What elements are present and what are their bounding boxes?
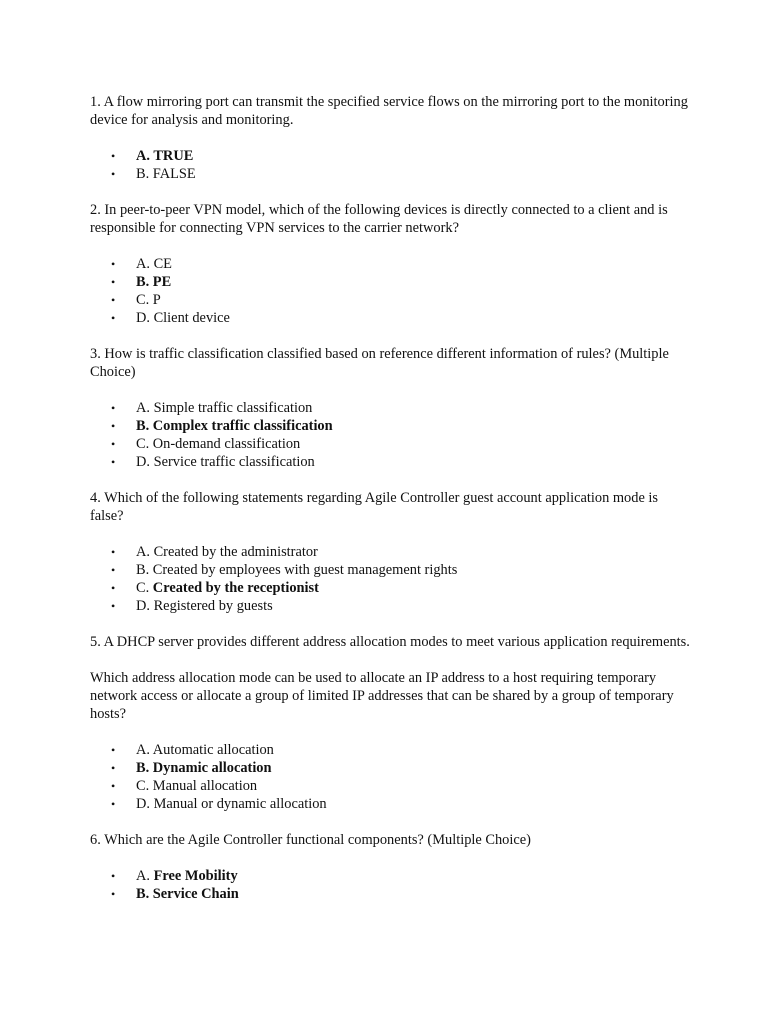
bullet-icon: • bbox=[111, 545, 116, 559]
bullet-icon: • bbox=[111, 869, 116, 883]
option-list bbox=[90, 255, 690, 327]
bullet-icon: • bbox=[111, 761, 116, 775]
question-text: 5. A DHCP server provides different address allocation modes to meet various application requirements. bbox=[90, 634, 690, 650]
bullet-icon: • bbox=[111, 419, 116, 433]
option-item bbox=[90, 273, 690, 291]
option-list bbox=[90, 543, 690, 615]
question-2 bbox=[90, 201, 690, 327]
option-label: A. Automatic allocation bbox=[136, 742, 274, 758]
option-item bbox=[90, 255, 690, 273]
option-label: C. On-demand classification bbox=[136, 436, 301, 452]
question-4 bbox=[90, 489, 690, 615]
bullet-icon: • bbox=[111, 257, 116, 271]
bullet-icon: • bbox=[111, 401, 116, 415]
option-item bbox=[90, 777, 690, 795]
option-item bbox=[90, 453, 690, 471]
option-item bbox=[90, 741, 690, 759]
option-item bbox=[90, 759, 690, 777]
option-item bbox=[90, 543, 690, 561]
question-text: 1. A flow mirroring port can transmit the specified service flows on the mirroring port to the monitoring device for analysis and monitoring. bbox=[90, 94, 688, 128]
question-6 bbox=[90, 831, 690, 903]
option-label: B. PE bbox=[136, 274, 172, 290]
bullet-icon: • bbox=[111, 167, 116, 181]
bullet-icon: • bbox=[111, 797, 116, 811]
bullet-icon: • bbox=[111, 293, 116, 307]
option-item bbox=[90, 399, 690, 417]
option-item bbox=[90, 885, 690, 903]
option-label: B. Service Chain bbox=[136, 886, 239, 902]
bullet-icon: • bbox=[111, 437, 116, 451]
option-item bbox=[90, 561, 690, 579]
option-label: D. Manual or dynamic allocation bbox=[136, 796, 327, 812]
bullet-icon: • bbox=[111, 455, 116, 469]
option-label: Created by the receptionist bbox=[152, 580, 319, 596]
option-list bbox=[90, 867, 690, 903]
question-1 bbox=[90, 93, 690, 183]
question-text: 3. How is traffic classification classified based on reference different information of rules? (Multiple Choice) bbox=[90, 346, 669, 380]
question-list bbox=[90, 93, 690, 921]
bullet-icon: • bbox=[111, 779, 116, 793]
option-label: C. P bbox=[136, 292, 161, 308]
option-label: D. Service traffic classification bbox=[136, 454, 315, 470]
option-item bbox=[90, 597, 690, 615]
option-item bbox=[90, 579, 690, 597]
option-list bbox=[90, 399, 690, 471]
option-item bbox=[90, 291, 690, 309]
question-3 bbox=[90, 345, 690, 471]
option-list bbox=[90, 147, 690, 183]
bullet-icon: • bbox=[111, 599, 116, 613]
option-item bbox=[90, 147, 690, 165]
option-label: A. TRUE bbox=[136, 148, 194, 164]
option-label: D. Registered by guests bbox=[136, 598, 273, 614]
bullet-icon: • bbox=[111, 581, 116, 595]
bullet-icon: • bbox=[111, 275, 116, 289]
bullet-icon: • bbox=[111, 563, 116, 577]
option-label: A. Created by the administrator bbox=[136, 544, 318, 560]
question-text: 6. Which are the Agile Controller functional components? (Multiple Choice) bbox=[90, 832, 531, 848]
option-item bbox=[90, 435, 690, 453]
option-label: B. Dynamic allocation bbox=[136, 760, 272, 776]
question-text: Which address allocation mode can be used to allocate an IP address to a host requiring temporary network access or allocate a group of limited IP addresses that can be shared by a group of temporary hosts? bbox=[90, 670, 674, 722]
bullet-icon: • bbox=[111, 743, 116, 757]
question-text: 4. Which of the following statements regarding Agile Controller guest account application mode is false? bbox=[90, 490, 659, 524]
option-label: B. FALSE bbox=[136, 166, 196, 182]
option-item bbox=[90, 795, 690, 813]
option-prefix: A. bbox=[136, 868, 154, 884]
option-list bbox=[90, 741, 690, 813]
option-label: A. CE bbox=[136, 256, 172, 272]
option-label: Free Mobility bbox=[153, 868, 238, 884]
option-label: B. Created by employees with guest management rights bbox=[136, 562, 458, 578]
option-prefix: C. bbox=[136, 580, 153, 596]
option-item bbox=[90, 867, 690, 885]
bullet-icon: • bbox=[111, 149, 116, 163]
question-text: 2. In peer-to-peer VPN model, which of the following devices is directly connected to a client and is responsible for connecting VPN services to the carrier network? bbox=[90, 202, 668, 236]
option-label: C. Manual allocation bbox=[136, 778, 258, 794]
bullet-icon: • bbox=[111, 311, 116, 325]
option-item bbox=[90, 165, 690, 183]
option-label: B. Complex traffic classification bbox=[136, 418, 333, 434]
option-label: D. Client device bbox=[136, 310, 230, 326]
option-label: A. Simple traffic classification bbox=[136, 400, 313, 416]
question-5 bbox=[90, 633, 690, 813]
option-item bbox=[90, 417, 690, 435]
option-item bbox=[90, 309, 690, 327]
bullet-icon: • bbox=[111, 887, 116, 901]
